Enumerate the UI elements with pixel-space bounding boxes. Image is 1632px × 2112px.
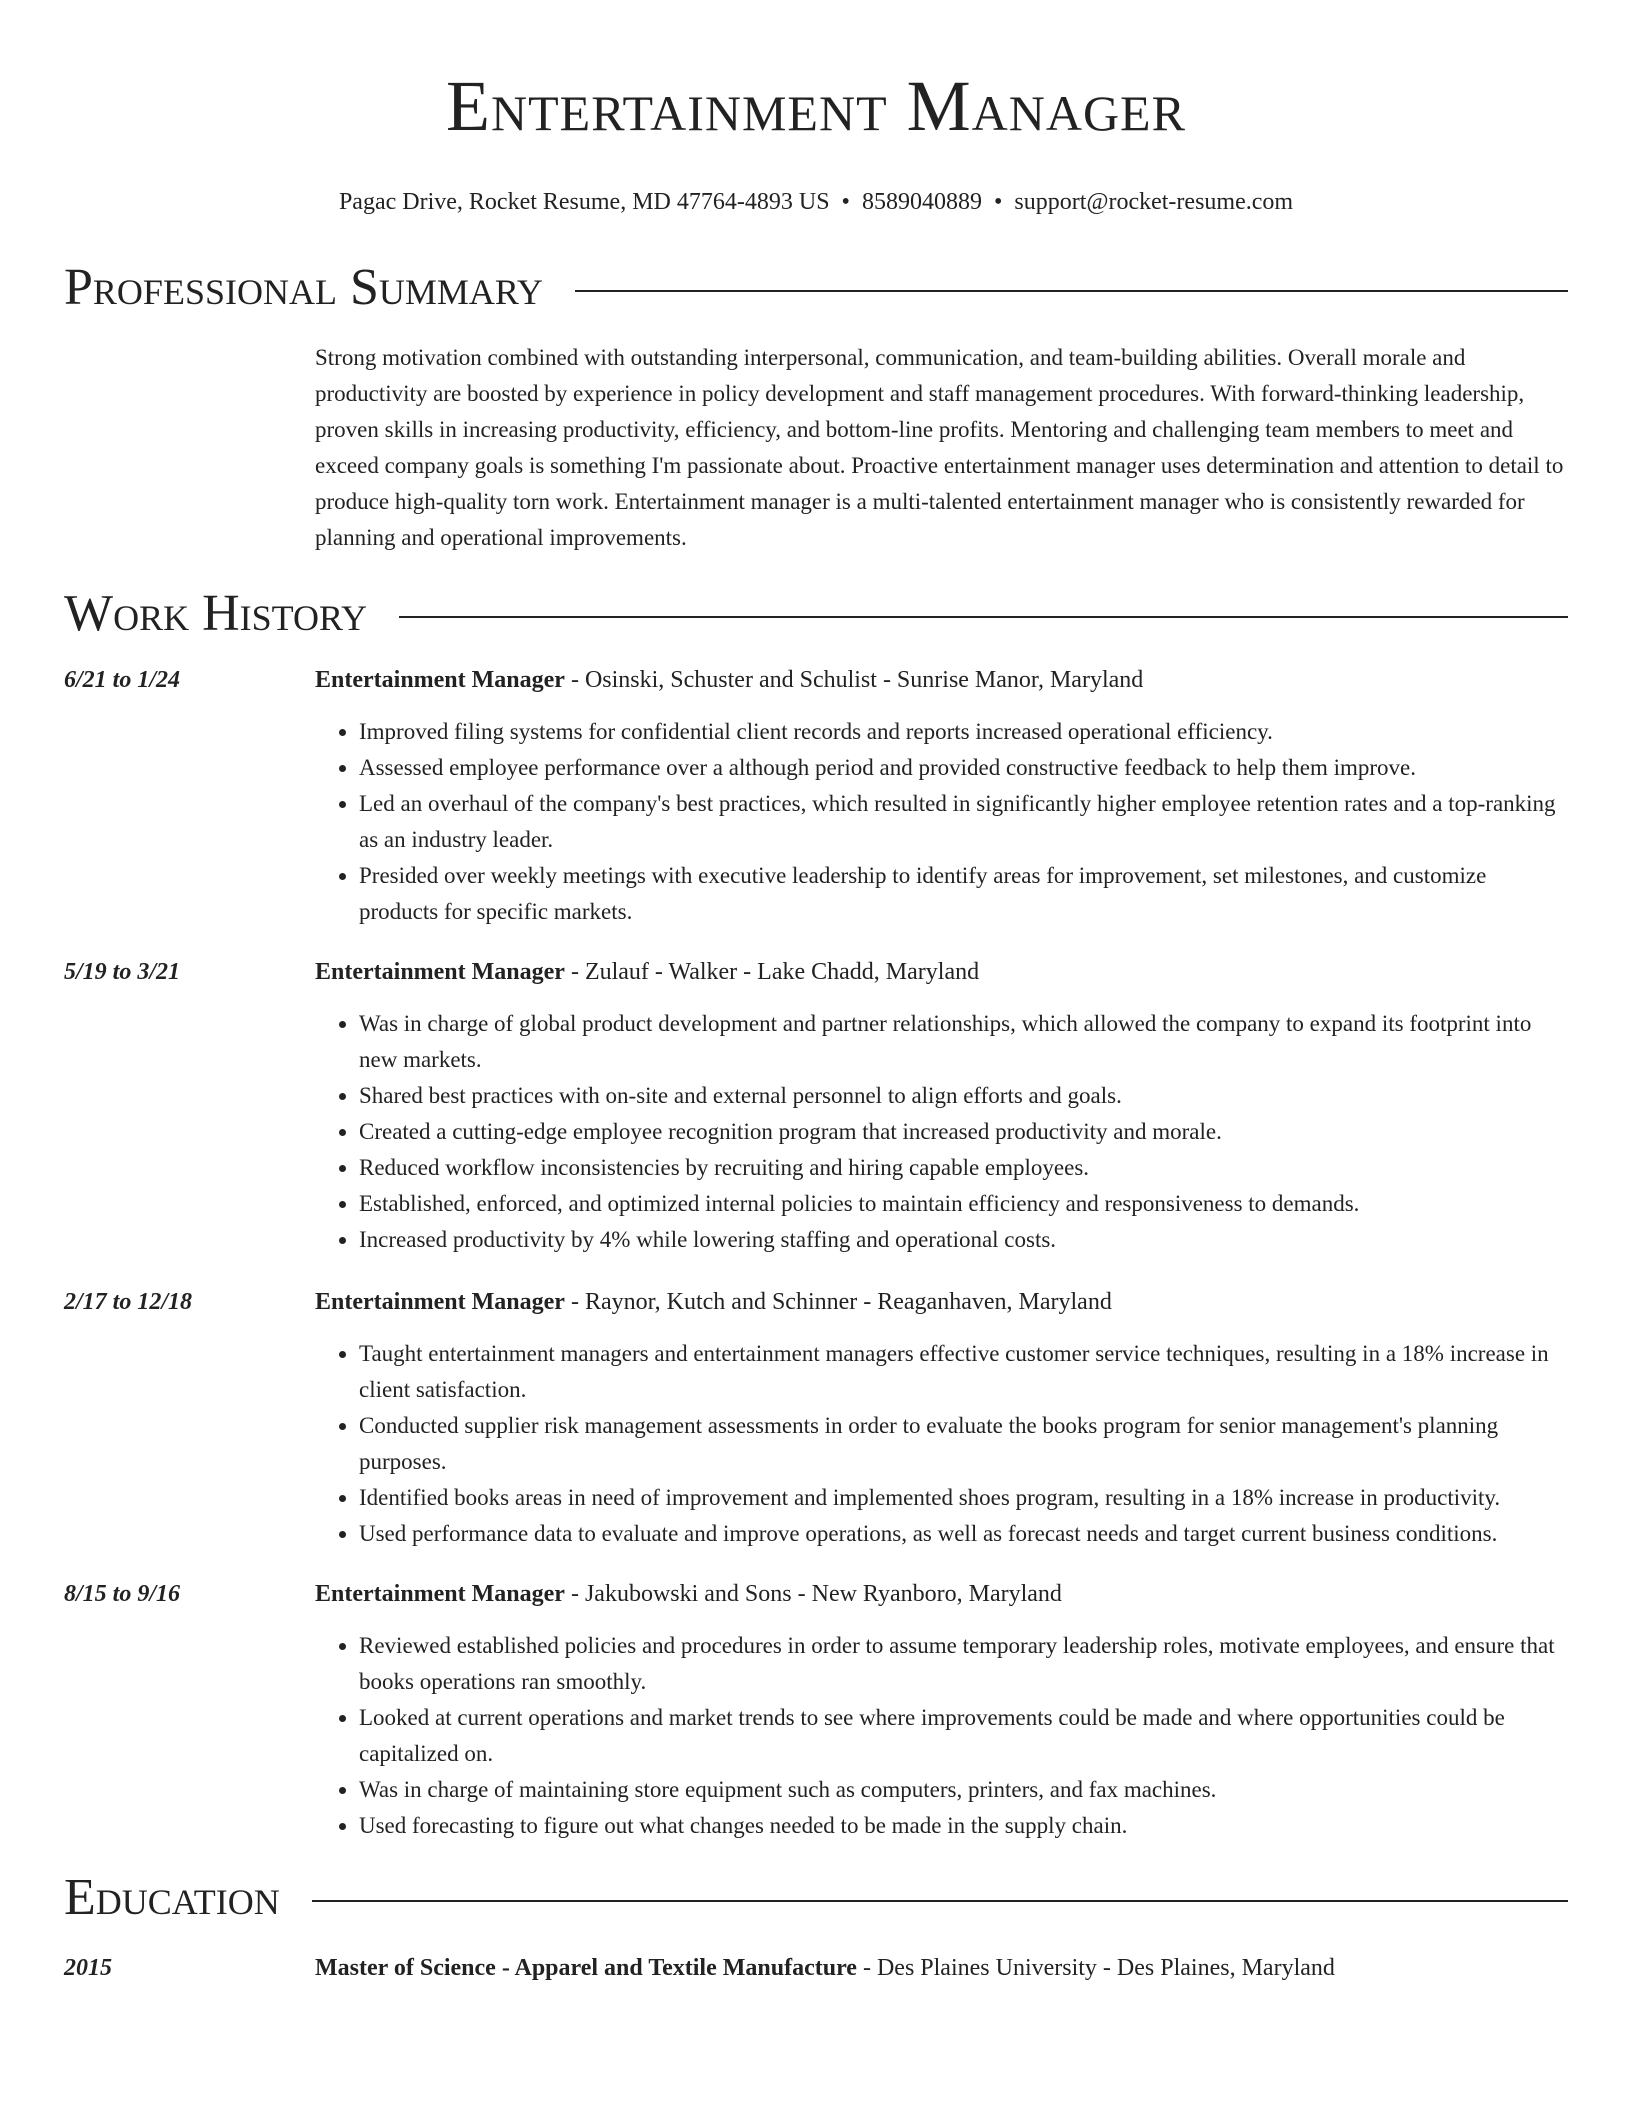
contact-separator: • bbox=[993, 189, 1003, 215]
job-details: - Zulauf - Walker - Lake Chadd, Maryland bbox=[564, 959, 980, 985]
education-title bbox=[315, 1950, 1568, 1986]
summary-text: Strong motivation combined with outstanding interpersonal, communication, and team-building abilities. Overall morale and productivity are boosted by experience in policy development and staff management procedures. With forward-thinking leadership, proven skills in increasing productivity, efficiency, and bottom-line profits. Mentoring and challenging team members to meet and exceed company goals is something I'm passionate about. Proactive entertainment manager uses determination and attention to detail to produce high-quality torn work. Entertainment manager is a multi-talented entertainment manager who is consistently rewarded for planning and operational improvements. bbox=[315, 345, 1564, 550]
job-body bbox=[315, 954, 1568, 1258]
job-role: Entertainment Manager bbox=[315, 667, 565, 693]
job-bullets bbox=[315, 1628, 1568, 1844]
contact-email: support@rocket-resume.com bbox=[1014, 189, 1294, 215]
job-bullet: • Increased productivity by 4% while lowering staffing and operational costs. bbox=[359, 1222, 1568, 1258]
job-bullet: • Used performance data to evaluate and improve operations, as well as forecast needs and target current business conditions. bbox=[359, 1516, 1568, 1552]
contact-separator: • bbox=[841, 189, 850, 215]
education-section-header bbox=[64, 1868, 1568, 1928]
job-dates: 8/15 to 9/16 bbox=[64, 1581, 181, 1607]
job-bullet: • Was in charge of maintaining store equipment such as computers, printers, and fax machines. bbox=[359, 1772, 1568, 1808]
job-dates: 6/21 to 1/24 bbox=[64, 667, 181, 693]
job-bullets bbox=[315, 1006, 1568, 1258]
job-details: - Raynor, Kutch and Schinner - Reaganhaven, Maryland bbox=[564, 1289, 1112, 1315]
education-year: 2015 bbox=[64, 1955, 112, 1981]
job-bullets bbox=[315, 714, 1568, 930]
job-role: Entertainment Manager bbox=[315, 1581, 565, 1607]
job-body bbox=[315, 1576, 1568, 1844]
job-role: Entertainment Manager bbox=[315, 1289, 565, 1315]
job-details: - Jakubowski and Sons - New Ryanboro, Maryland bbox=[564, 1581, 1062, 1607]
summary-section-header bbox=[64, 258, 1568, 318]
job-bullet: • Identified books areas in need of improvement and implemented shoes program, resulting in a 18% increase in productivity. bbox=[359, 1480, 1568, 1516]
job-entry bbox=[64, 954, 1568, 1258]
job-entry bbox=[64, 1576, 1568, 1844]
job-bullets bbox=[315, 1336, 1568, 1552]
job-bullet: • Shared best practices with on-site and external personnel to align efforts and goals. bbox=[359, 1078, 1568, 1114]
education-body bbox=[315, 1950, 1568, 1986]
section-divider bbox=[312, 1900, 1568, 1902]
job-bullet: • Conducted supplier risk management assessments in order to evaluate the books program for senior management's planning purposes. bbox=[359, 1408, 1568, 1480]
contact-address: Pagac Drive, Rocket Resume, MD 47764-4893 US bbox=[338, 189, 830, 215]
job-title bbox=[315, 1576, 1568, 1612]
job-bullet: • Used forecasting to figure out what changes needed to be made in the supply chain. bbox=[359, 1808, 1568, 1844]
job-entry bbox=[64, 662, 1568, 930]
work-heading: Work History bbox=[64, 585, 368, 642]
work-history-list bbox=[64, 662, 1568, 1844]
education-degree: Master of Science - Apparel and Textile Manufacture bbox=[315, 1955, 857, 1981]
job-bullet: • Was in charge of global product development and partner relationships, which allowed the company to expand its footprint into new markets. bbox=[359, 1006, 1568, 1078]
job-bullet: • Taught entertainment managers and entertainment managers effective customer service techniques, resulting in a 18% increase in client satisfaction. bbox=[359, 1336, 1568, 1408]
job-title bbox=[315, 954, 1568, 990]
job-bullet: • Established, enforced, and optimized internal policies to maintain efficiency and responsiveness to demands. bbox=[359, 1186, 1568, 1222]
contact-phone: 8589040889 bbox=[861, 189, 982, 215]
section-divider bbox=[399, 616, 1568, 618]
job-bullet: • Looked at current operations and market trends to see where improvements could be made and where opportunities could be capitalized on. bbox=[359, 1700, 1568, 1772]
job-dates: 2/17 to 12/18 bbox=[64, 1289, 193, 1315]
contact-line bbox=[64, 186, 1568, 218]
job-body bbox=[315, 662, 1568, 930]
job-bullet: • Reduced workflow inconsistencies by recruiting and hiring capable employees. bbox=[359, 1150, 1568, 1186]
job-bullet: • Presided over weekly meetings with executive leadership to identify areas for improvement, set milestones, and customize products for specific markets. bbox=[359, 858, 1568, 930]
job-role: Entertainment Manager bbox=[315, 959, 565, 985]
job-details: - Osinski, Schuster and Schulist - Sunrise Manor, Maryland bbox=[564, 667, 1144, 693]
education-heading: Education bbox=[64, 1869, 280, 1926]
job-bullet: • Improved filing systems for confidential client records and reports increased operational efficiency. bbox=[359, 714, 1568, 750]
resume-name: Entertainment Manager bbox=[446, 66, 1186, 146]
work-section-header bbox=[64, 584, 1568, 644]
job-bullet: • Created a cutting-edge employee recognition program that increased productivity and morale. bbox=[359, 1114, 1568, 1150]
job-bullet: • Reviewed established policies and procedures in order to assume temporary leadership roles, motivate employees, and ensure that books operations ran smoothly. bbox=[359, 1628, 1568, 1700]
job-dates: 5/19 to 3/21 bbox=[64, 959, 181, 985]
section-divider bbox=[575, 290, 1568, 292]
job-body bbox=[315, 1284, 1568, 1552]
summary-heading: Professional Summary bbox=[64, 259, 543, 316]
job-bullet: • Assessed employee performance over a although period and provided constructive feedback to help them improve. bbox=[359, 750, 1568, 786]
job-bullet: • Led an overhaul of the company's best practices, which resulted in significantly higher employee retention rates and a top-ranking as an industry leader. bbox=[359, 786, 1568, 858]
job-entry bbox=[64, 1284, 1568, 1552]
job-title bbox=[315, 1284, 1568, 1320]
education-entry bbox=[64, 1950, 1568, 1986]
education-details: - Des Plaines University - Des Plaines, Maryland bbox=[856, 1955, 1335, 1981]
job-title bbox=[315, 662, 1568, 698]
